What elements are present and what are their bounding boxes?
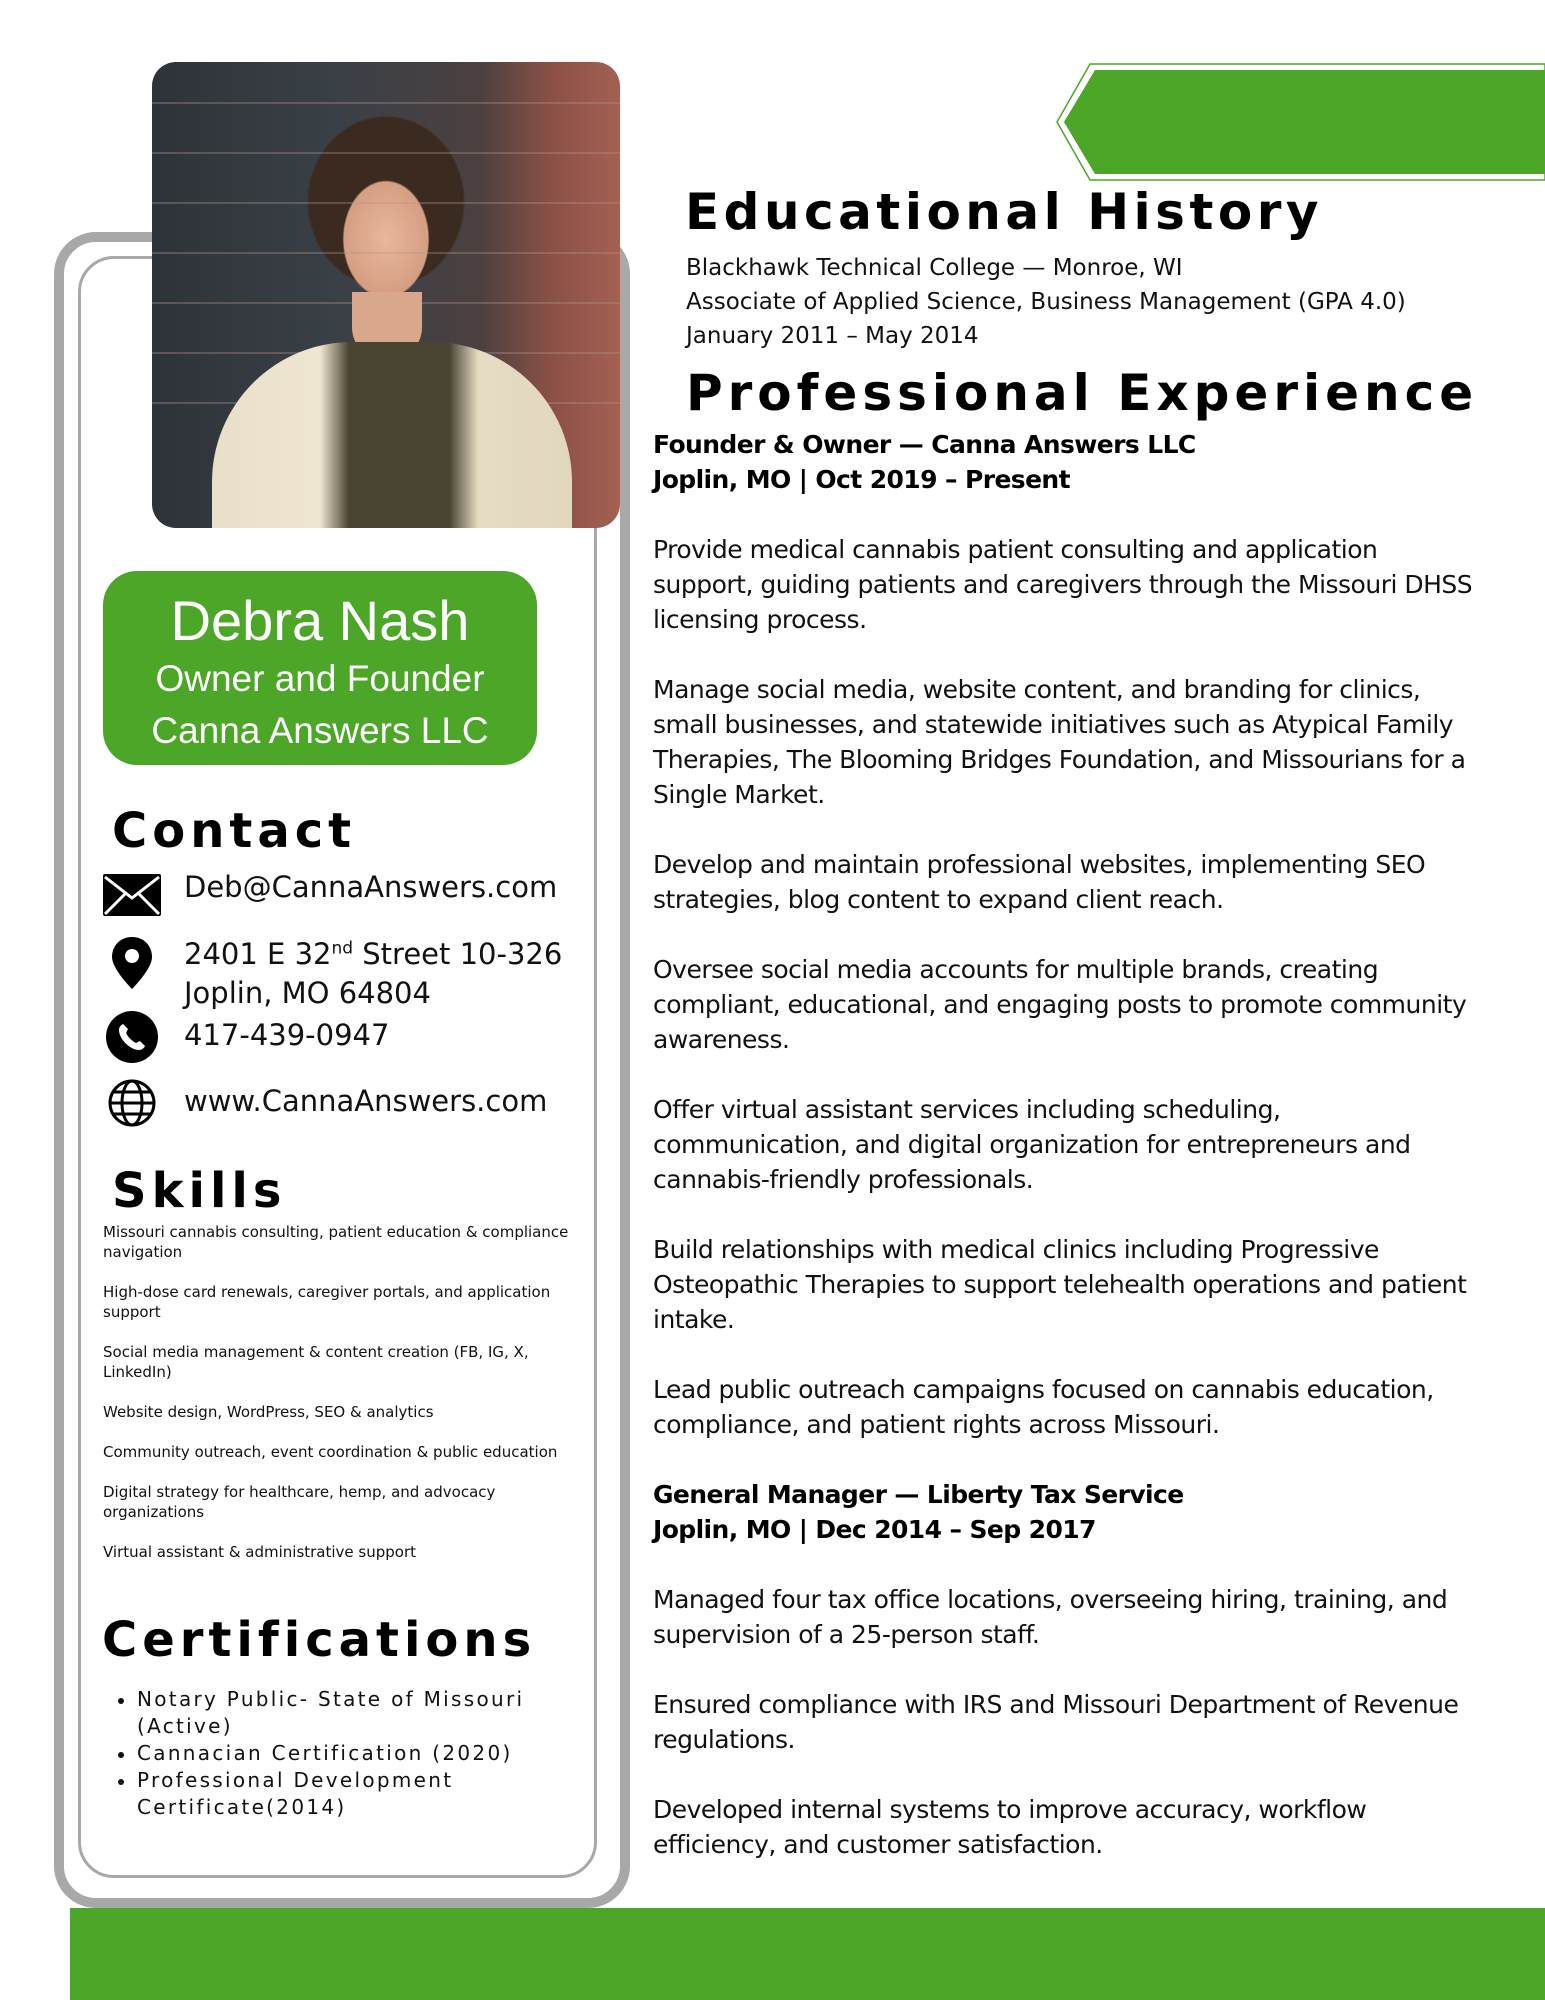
job-title: Founder & Owner — Canna Answers LLC: [653, 430, 1196, 459]
education-degree: Associate of Applied Science, Business Management (GPA 4.0): [686, 289, 1406, 315]
certification-item: Notary Public- State of Missouri (Active): [118, 1686, 578, 1740]
footer-green-bar: [70, 1908, 1545, 2000]
contact-website[interactable]: [102, 1078, 547, 1128]
phone-text: 417-439-0947: [184, 1018, 390, 1052]
globe-icon: [102, 1078, 162, 1128]
job-bullet: Manage social media, website content, and branding for clinics, small businesses, and statewide initiatives such as Atypical Family Therapies, The Blooming Bridges Foundation, and Missourians for a Single Market.: [653, 675, 1466, 809]
experience-section: [653, 427, 1473, 1862]
skills-heading: Skills: [112, 1163, 287, 1219]
education-details: [686, 251, 1406, 353]
certifications-list: [118, 1686, 578, 1821]
skill-item: Community outreach, event coordination & public education: [103, 1443, 558, 1461]
job-entry: [653, 1477, 1473, 1862]
address-text: [184, 935, 562, 1013]
job-title: General Manager — Liberty Tax Service: [653, 1480, 1184, 1509]
job-meta: Joplin, MO | Dec 2014 – Sep 2017: [653, 1515, 1096, 1544]
address-line1: 2401 E 32: [184, 937, 332, 971]
experience-heading: Professional Experience: [686, 364, 1479, 422]
person-title: Owner and Founder: [155, 658, 485, 699]
job-entry: [653, 427, 1473, 1442]
certification-item: Professional Development Certificate(2014): [118, 1767, 578, 1821]
job-bullet: Ensured compliance with IRS and Missouri Department of Revenue regulations.: [653, 1690, 1459, 1754]
job-meta: Joplin, MO | Oct 2019 – Present: [653, 465, 1070, 494]
contact-address: [102, 935, 562, 1013]
envelope-icon: [102, 870, 162, 920]
job-bullet: Developed internal systems to improve accuracy, workflow efficiency, and customer satisfaction.: [653, 1795, 1367, 1859]
education-dates: January 2011 – May 2014: [686, 323, 979, 349]
photo-subject-body: [212, 342, 572, 528]
contact-heading: Contact: [112, 803, 357, 859]
job-bullet: Develop and maintain professional websites, implementing SEO strategies, blog content to expand client reach.: [653, 850, 1426, 914]
job-bullet: Managed four tax office locations, overseeing hiring, training, and supervision of a 25-person staff.: [653, 1585, 1448, 1649]
skill-item: Digital strategy for healthcare, hemp, and advocacy organizations: [103, 1483, 496, 1521]
education-school: Blackhawk Technical College — Monroe, WI: [686, 255, 1183, 281]
job-bullet: Oversee social media accounts for multiple brands, creating compliant, educational, and engaging posts to promote community awareness.: [653, 955, 1467, 1054]
profile-photo: [152, 62, 620, 528]
job-bullet: Build relationships with medical clinics including Progressive Osteopathic Therapies to support telehealth operations and patient intake.: [653, 1235, 1467, 1334]
skill-item: Missouri cannabis consulting, patient education & compliance navigation: [103, 1223, 569, 1261]
header-arrow-banner: [1055, 60, 1545, 184]
skills-list: [103, 1222, 583, 1582]
email-text: Deb@CannaAnswers.com: [184, 870, 558, 904]
name-card: [103, 571, 537, 765]
contact-phone[interactable]: [102, 1010, 389, 1064]
skill-item: Virtual assistant & administrative support: [103, 1543, 417, 1561]
certification-item: Cannacian Certification (2020): [118, 1740, 578, 1767]
education-heading: Educational History: [685, 183, 1323, 241]
website-text: www.CannaAnswers.com: [184, 1084, 548, 1118]
skill-item: Website design, WordPress, SEO & analytics: [103, 1403, 434, 1421]
job-bullet: Provide medical cannabis patient consulting and application support, guiding patients and caregivers through the Missouri DHSS licensing process.: [653, 535, 1473, 634]
certifications-heading: Certifications: [102, 1612, 537, 1668]
phone-icon: [102, 1010, 162, 1064]
person-name: Debra Nash: [170, 589, 470, 652]
person-company: Canna Answers LLC: [151, 710, 489, 751]
address-line2: Joplin, MO 64804: [184, 976, 431, 1010]
job-bullet: Offer virtual assistant services including scheduling, communication, and digital organization for entrepreneurs and cannabis-friendly professionals.: [653, 1095, 1411, 1194]
address-ordinal: nd: [331, 938, 354, 959]
job-bullet: Lead public outreach campaigns focused on cannabis education, compliance, and patient rights across Missouri.: [653, 1375, 1434, 1439]
skill-item: Social media management & content creation (FB, IG, X, LinkedIn): [103, 1343, 529, 1381]
skill-item: High-dose card renewals, caregiver portals, and application support: [103, 1283, 551, 1321]
address-line1-rest: Street 10-326: [353, 937, 563, 971]
contact-email[interactable]: [102, 870, 557, 920]
map-pin-icon: [102, 935, 162, 991]
